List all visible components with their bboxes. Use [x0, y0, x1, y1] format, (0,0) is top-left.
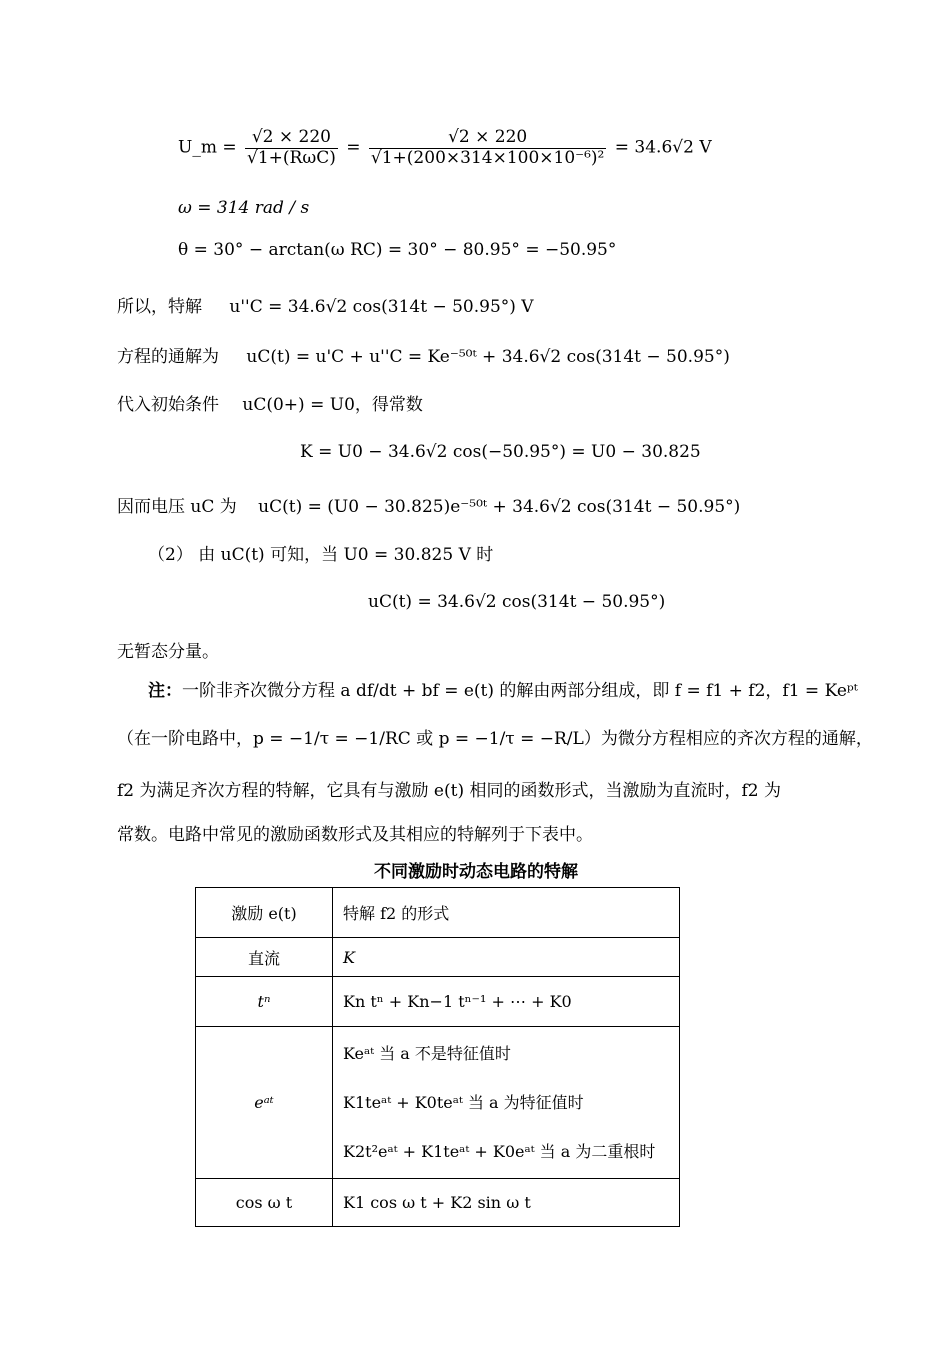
initial-label: 代入初始条件 — [117, 395, 219, 415]
note-bold: 注： — [148, 681, 182, 701]
general-eq: uC(t) = u'C + u''C = Ke⁻⁵⁰ᵗ + 34.6√2 cos(314t − 50.95°) — [246, 347, 730, 367]
initial-tail: ，得常数 — [354, 395, 423, 415]
line-part2: （2） 由 uC(t) 可知，当 U0 = 30.825 V 时 — [148, 545, 494, 565]
voltage-eq: uC(t) = (U0 − 30.825)e⁻⁵⁰ᵗ + 34.6√2 cos(314t − 50.95°) — [258, 497, 741, 517]
line-voltage — [117, 492, 740, 517]
table-row — [196, 938, 680, 977]
equation-theta: θ = 30° − arctan(ω RC) = 30° − 80.95° = −50.95° — [178, 240, 617, 260]
solution-line: K2t²eᵃᵗ + K1teᵃᵗ + K0eᵃᵗ 当 a 为二重根时 — [343, 1142, 656, 1161]
solution-table — [195, 887, 680, 1227]
equation-um — [178, 128, 712, 168]
table-header-row — [196, 888, 680, 938]
line-particular — [117, 292, 534, 317]
table-row — [196, 977, 680, 1027]
cell-excitation: tⁿ — [196, 977, 333, 1027]
table-row — [196, 1027, 680, 1179]
note-line-1 — [148, 676, 858, 701]
header-solution: 特解 f2 的形式 — [333, 888, 680, 938]
solution-line: K1teᵃᵗ + K0teᵃᵗ 当 a 为特征值时 — [343, 1093, 584, 1112]
initial-eq: uC(0+) = U0 — [242, 395, 355, 415]
note-line-3: f2 为满足齐次方程的特解，它具有与激励 e(t) 相同的函数形式，当激励为直流时，f2 为 — [117, 781, 781, 801]
um-fraction-2 — [369, 128, 606, 168]
um-fraction-1-num: √2 × 220 — [245, 128, 338, 149]
um-lhs: U_m = — [178, 137, 237, 158]
general-label: 方程的通解为 — [117, 347, 219, 367]
table-title: 不同激励时动态电路的特解 — [374, 862, 578, 882]
um-equals: = — [346, 137, 361, 158]
voltage-label: 因而电压 uC 为 — [117, 497, 237, 517]
solution-line: Keᵃᵗ 当 a 不是特征值时 — [343, 1044, 511, 1063]
cell-excitation: 直流 — [196, 938, 333, 977]
cell-excitation: eᵃᵗ — [196, 1027, 333, 1179]
um-result: = 34.6√2 V — [614, 137, 712, 158]
cell-solution: Kn tⁿ + Kn−1 tⁿ⁻¹ + ⋯ + K0 — [333, 977, 680, 1027]
particular-eq: u''C = 34.6√2 cos(314t − 50.95°) V — [229, 297, 534, 317]
note-line-4: 常数。电路中常见的激励函数形式及其相应的特解列于下表中。 — [117, 825, 593, 845]
um-fraction-1-den: √1+(RωC) — [247, 147, 336, 168]
cell-solution: K — [333, 938, 680, 977]
cell-excitation: cos ω t — [196, 1179, 333, 1227]
um-fraction-2-num: √2 × 220 — [369, 128, 606, 149]
note-line-2: （在一阶电路中，p = −1/τ = −1/RC 或 p = −1/τ = −R/L）为微分方程相应的齐次方程的通解， — [117, 729, 873, 749]
note-text-1: 一阶非齐次微分方程 a df/dt + bf = e(t) 的解由两部分组成，即 f = f1 + f2，f1 = Keᵖᵗ — [182, 681, 858, 701]
line-initial — [117, 390, 423, 415]
equation-omega: ω = 314 rad / s — [178, 198, 310, 218]
um-fraction-1 — [245, 128, 338, 168]
equation-steady: uC(t) = 34.6√2 cos(314t − 50.95°) — [368, 592, 666, 612]
line-general — [117, 342, 730, 367]
cell-solution — [333, 1027, 680, 1179]
particular-label: 所以，特解 — [117, 297, 202, 317]
table-row — [196, 1179, 680, 1227]
equation-k: K = U0 − 34.6√2 cos(−50.95°) = U0 − 30.825 — [300, 442, 701, 462]
header-excitation: 激励 e(t) — [196, 888, 333, 938]
line-no-transient: 无暂态分量。 — [117, 642, 219, 662]
cell-solution: K1 cos ω t + K2 sin ω t — [333, 1179, 680, 1227]
um-fraction-2-den: √1+(200×314×100×10⁻⁶)² — [370, 147, 605, 168]
